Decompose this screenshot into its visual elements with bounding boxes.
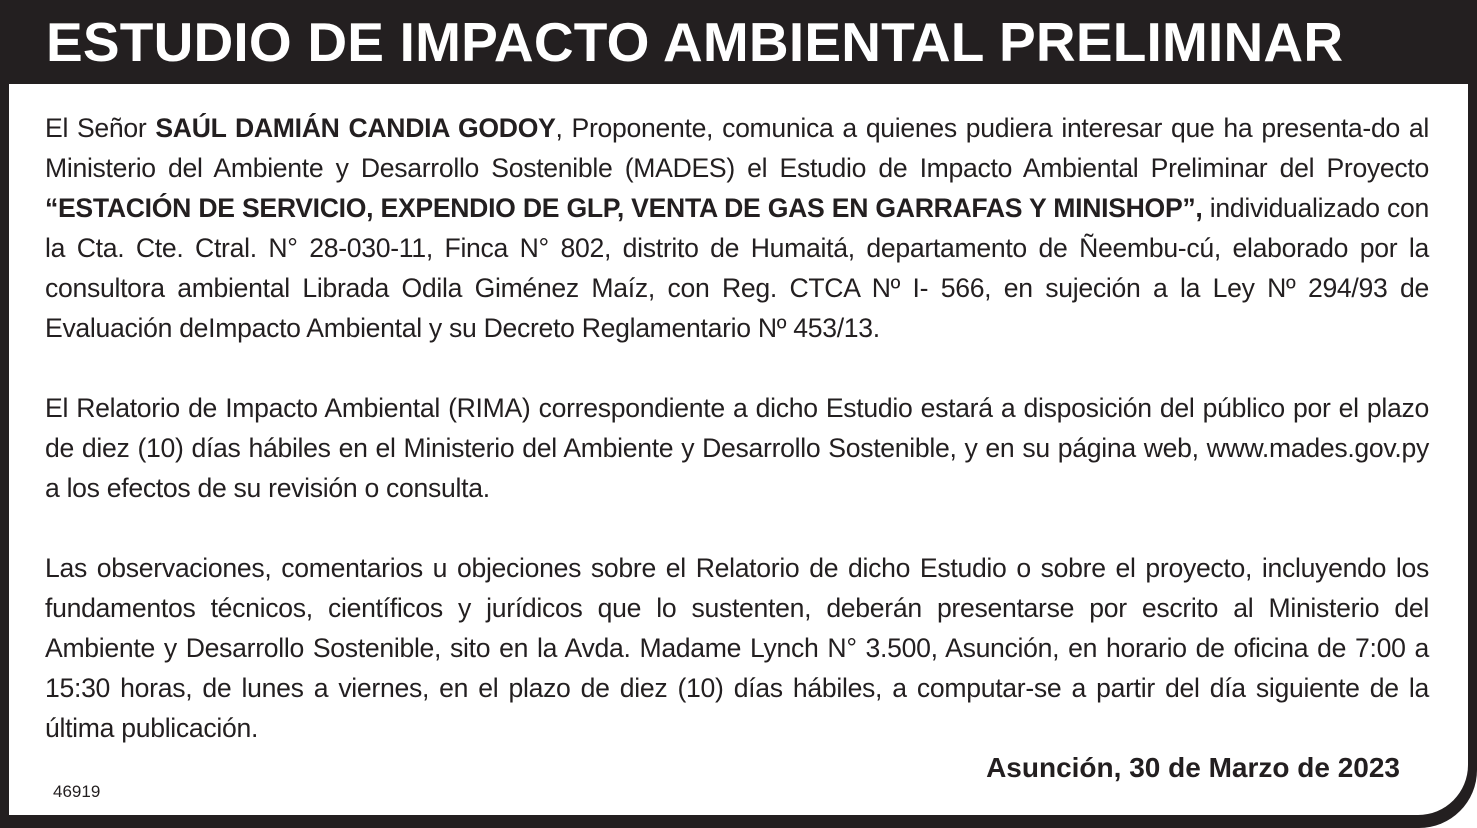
notice-text [45, 108, 1429, 788]
notice-header [0, 0, 1477, 84]
proponent-name: SAÚL DAMIÁN CANDIA GODOY [155, 113, 556, 143]
notice-body [9, 84, 1468, 815]
paragraph-observations: Las observaciones, comentarios u objeciones sobre el Relatorio de dicho Estudio o sobre el proyecto, incluyendo los fundamentos técnicos, científicos y jurídicos que lo sustenten, deberán presentarse por escrito al Ministerio del Ambiente y Desarrollo Sostenible, sito en la Avda. Madame Lynch N° 3.500, Asunción, en horario de oficina de 7:00 a 15:30 horas, de lunes a viernes, en el plazo de diez (10) días hábiles, a computar-se a partir del día siguiente de la última publicación. [45, 553, 1429, 743]
p1-details: individualizado con la Cta. Cte. Ctral. N° 28-030-11, Finca N° 802, distrito de Humaitá, departamento de Ñeembu-cú, elaborado por la consultora ambiental Librada Odila Giménez Maíz, con Reg. CTCA Nº I- 566, en sujeción a la Ley Nº 294/93 de Evaluación deImpacto Ambiental y su Decreto Reglamentario Nº 453/13. [45, 193, 1429, 343]
notice-code: 46919 [53, 782, 101, 801]
notice-title: ESTUDIO DE IMPACTO AMBIENTAL PRELIMINAR [46, 10, 1344, 73]
p1-middle: , Proponente, comunica a quienes pudiera interesar que ha presenta-do al Ministerio del Ambiente y Desarrollo Sostenible (MADES) el Estudio de Impacto Ambiental Preliminar del Proyecto [45, 113, 1429, 183]
paragraph-rima: El Relatorio de Impacto Ambiental (RIMA) correspondiente a dicho Estudio estará a disposición del público por el plazo de diez (10) días hábiles en el Ministerio del Ambiente y Desarrollo Sostenible, y en su página web, www.mades.gov.py a los efectos de su revisión o consulta. [45, 393, 1429, 503]
project-name: “ESTACIÓN DE SERVICIO, EXPENDIO DE GLP, VENTA DE GAS EN GARRAFAS Y MINISHOP”, [45, 193, 1203, 223]
p1-intro: El Señor [45, 113, 156, 143]
paragraph-submission [45, 108, 1429, 348]
notice-date: Asunción, 30 de Marzo de 2023 [986, 752, 1400, 783]
